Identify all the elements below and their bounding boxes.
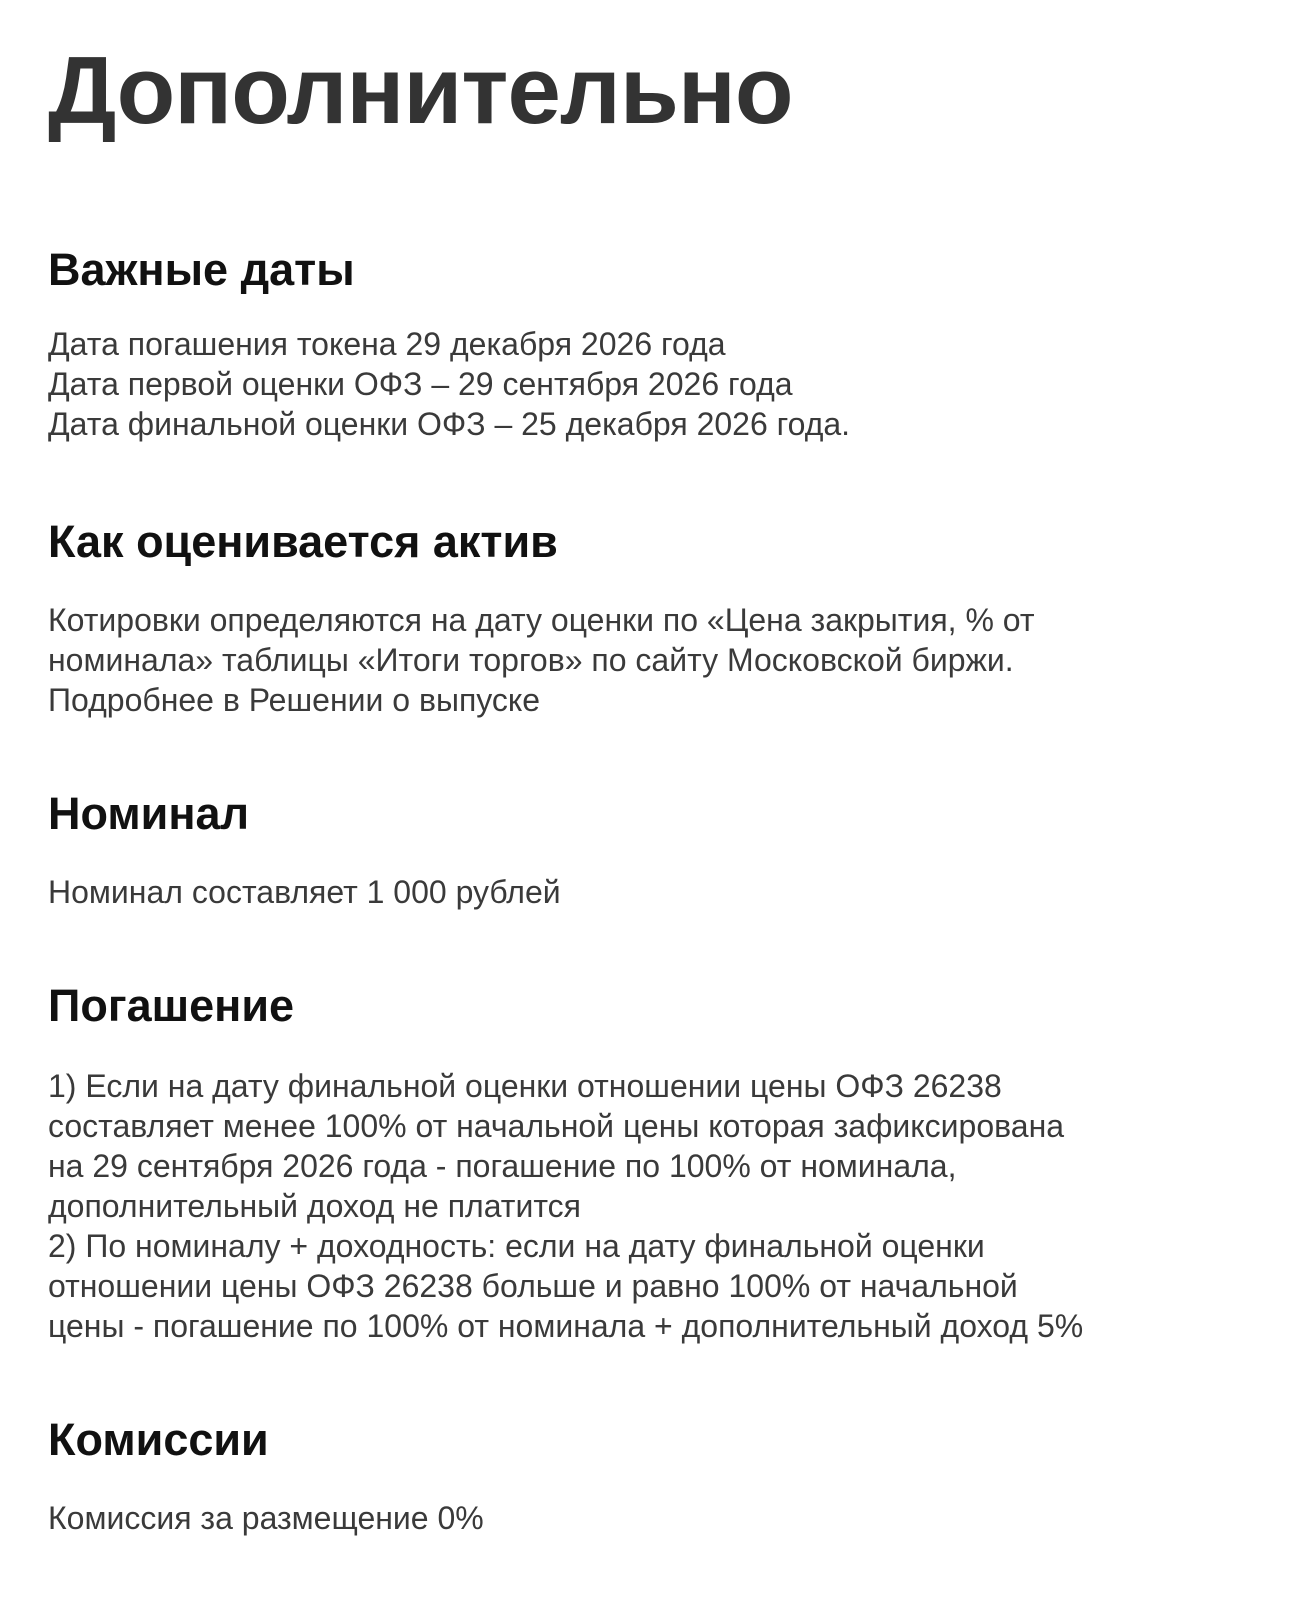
- section-heading-nominal: Номинал: [48, 788, 250, 839]
- section-important-dates: [48, 242, 1268, 444]
- fees-line: Комиссия за размещение 0%: [48, 1500, 484, 1536]
- valuation-line: Подробнее в Решении о выпуске: [48, 682, 541, 718]
- redemption-text: [48, 1066, 1268, 1346]
- valuation-text: [48, 600, 1268, 720]
- section-valuation: [48, 514, 1268, 720]
- final-valuation-date-line: Дата финальной оценки ОФЗ – 25 декабря 2026 года.: [48, 406, 851, 442]
- section-heading-valuation: Как оценивается актив: [48, 516, 558, 567]
- section-nominal: [48, 786, 1268, 912]
- redemption-line: цены - погашение по 100% от номинала + дополнительный доход 5%: [48, 1308, 1084, 1344]
- important-dates-text: [48, 324, 1268, 444]
- nominal-line: Номинал составляет 1 000 рублей: [48, 874, 561, 910]
- redemption-line: дополнительный доход не платится: [48, 1188, 581, 1224]
- section-redemption: [48, 978, 1268, 1346]
- page-title: Дополнительно: [48, 37, 793, 144]
- valuation-line: Котировки определяются на дату оценки по «Цена закрытия, % от: [48, 602, 1035, 638]
- redemption-line: на 29 сентября 2026 года - погашение по 100% от номинала,: [48, 1148, 957, 1184]
- valuation-line: номинала» таблицы «Итоги торгов» по сайту Московской биржи.: [48, 642, 1014, 678]
- fees-text: [48, 1498, 1268, 1538]
- section-fees: [48, 1412, 1268, 1538]
- section-heading-redemption: Погашение: [48, 980, 295, 1031]
- section-heading-important-dates: Важные даты: [48, 244, 355, 295]
- redemption-line: 2) По номиналу + доходность: если на дату финальной оценки: [48, 1228, 985, 1264]
- redemption-line: 1) Если на дату финальной оценки отношении цены ОФЗ 26238: [48, 1068, 1002, 1104]
- redemption-line: отношении цены ОФЗ 26238 больше и равно 100% от начальной: [48, 1268, 1018, 1304]
- nominal-text: [48, 872, 1268, 912]
- redemption-date-line: Дата погашения токена 29 декабря 2026 года: [48, 326, 726, 362]
- section-heading-fees: Комиссии: [48, 1414, 269, 1465]
- redemption-line: составляет менее 100% от начальной цены которая зафиксирована: [48, 1108, 1065, 1144]
- first-valuation-date-line: Дата первой оценки ОФЗ – 29 сентября 2026 года: [48, 366, 793, 402]
